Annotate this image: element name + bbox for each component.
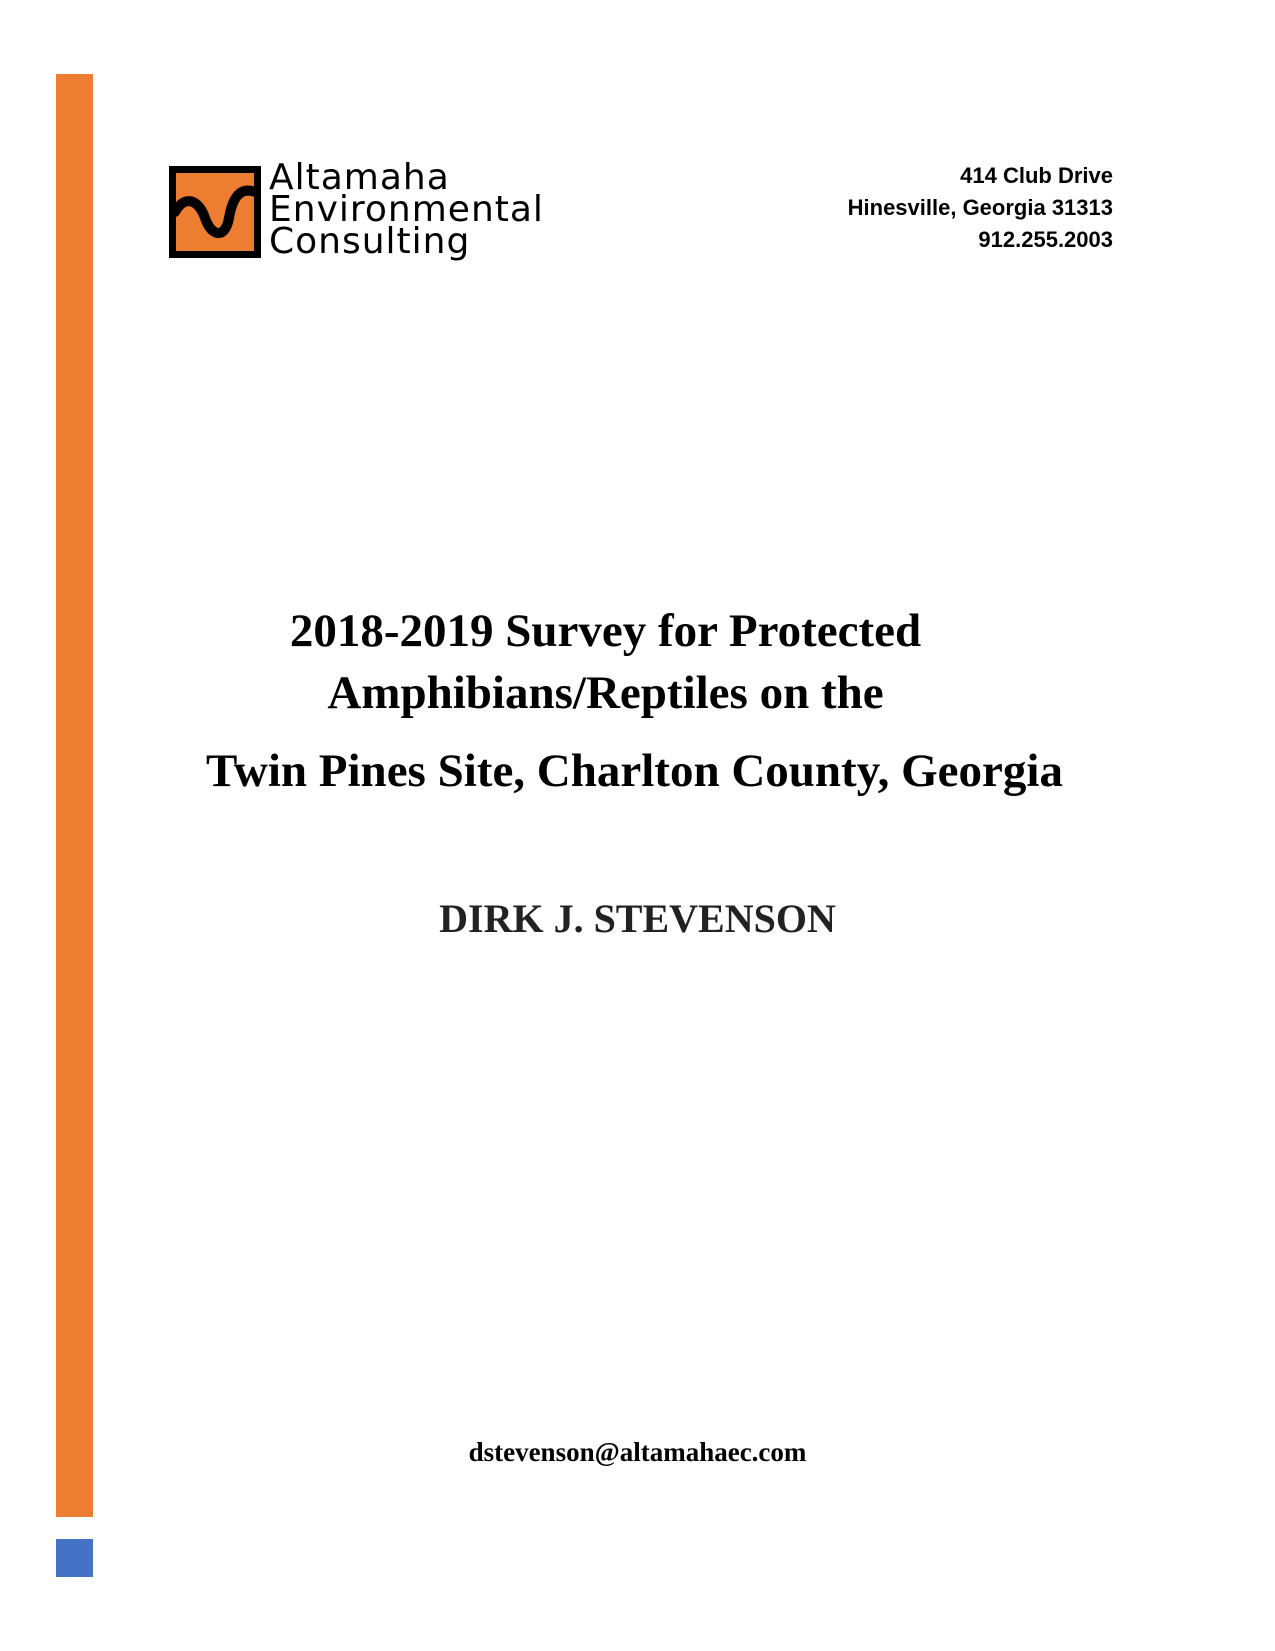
logo-line-3: Consulting (269, 221, 471, 262)
logo-line-2: Environmental (269, 189, 544, 230)
company-logo (169, 157, 544, 262)
logo-line-1: Altamaha (269, 157, 450, 198)
address-city: Hinesville, Georgia 31313 (847, 195, 1113, 220)
report-title-line-2: Amphibians/Reptiles on the (327, 667, 884, 719)
author-name: DIRK J. STEVENSON (439, 896, 836, 941)
address-street: 414 Club Drive (960, 163, 1113, 188)
river-wave-icon (169, 166, 261, 258)
company-address (848, 160, 1113, 256)
blue-accent-square (56, 1539, 93, 1577)
report-title-line-1: 2018-2019 Survey for Protected (289, 605, 922, 657)
report-title-line-3: Twin Pines Site, Charlton County, Georgia (206, 745, 1063, 797)
address-phone: 912.255.2003 (978, 227, 1113, 252)
author-email: dstevenson@altamahaec.com (468, 1437, 807, 1467)
logo-wordmark (269, 157, 544, 262)
